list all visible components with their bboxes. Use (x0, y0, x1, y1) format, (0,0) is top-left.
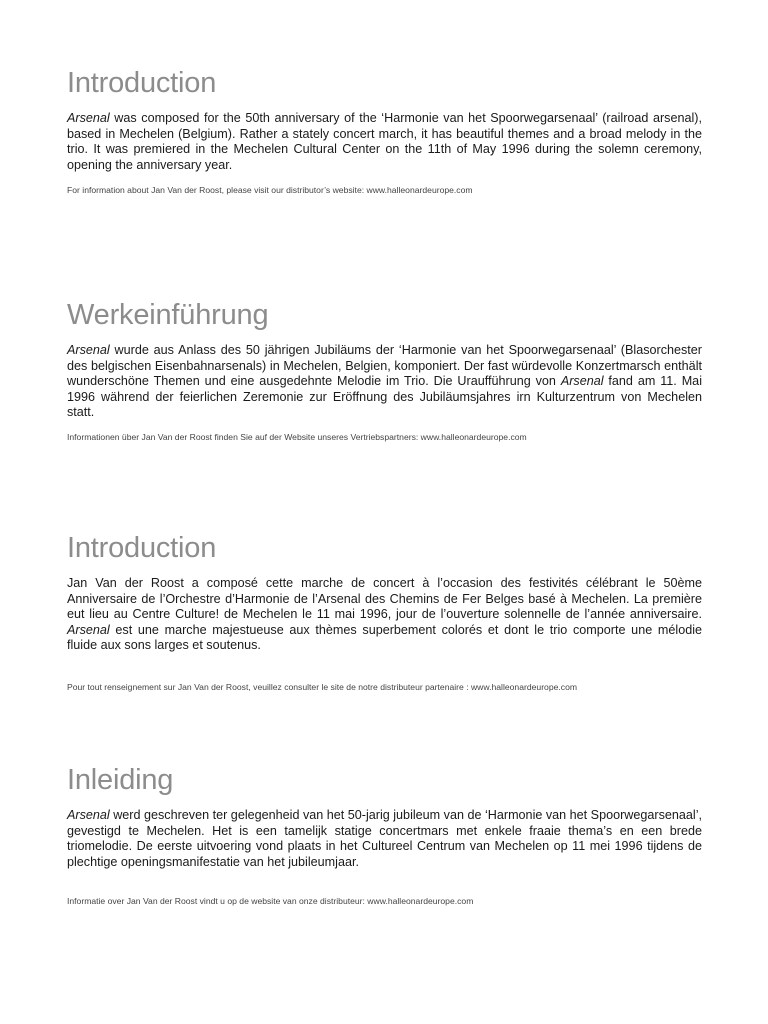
section-body (67, 343, 702, 421)
work-title: Arsenal (67, 622, 110, 637)
distributor-info: Informationen über Jan Van der Roost finden Sie auf der Website unseres Vertriebspartners: www.halleonardeurope.com (67, 432, 527, 442)
section-english (67, 67, 702, 195)
section-body (67, 808, 702, 870)
distributor-info: Informatie over Jan Van der Roost vindt u op de website van onze distributeur: www.halleonardeurope.com (67, 896, 474, 906)
distributor-info: Pour tout renseignement sur Jan Van der Roost, veuillez consulter le site de notre distributeur partenaire : www.halleonardeurope.com (67, 682, 578, 692)
section-french (67, 532, 702, 692)
section-heading: Werkeinführung (67, 299, 269, 331)
work-title: Arsenal (67, 343, 110, 357)
body-text: est une marche majestueuse aux thèmes superbement colorés et dont le trio comporte une mélodie fluide aux sons larges et soutenus. (67, 622, 702, 653)
work-title: Arsenal (67, 111, 110, 125)
section-body (67, 111, 702, 173)
work-title: Arsenal (67, 808, 110, 822)
distributor-info: For information about Jan Van der Roost, please visit our distributor’s website: www.halleonardeurope.com (67, 185, 473, 195)
body-text: werd geschreven ter gelegenheid van het 50-jarig jubileum van de ‘Harmonie van het Spoorwegarsenaal’, gevestigd te Mechelen. Het is een tamelijk statige concertmars met enkele fraaie thema’s en een brede triomelodie. De eerste uitvoering vond plaats in het Cultureel Centrum van Mechelen op 11 mei 1996 tijdens de plechtige openingsmanifestatie van het jubileumjaar. (67, 808, 702, 869)
section-heading: Introduction (67, 532, 217, 564)
section-body (67, 576, 702, 654)
body-text: Jan Van der Roost a composé cette marche de concert à l’occasion des festivités célébrant le 50ème Anniversaire de l’Orchestre d’Harmonie de l’Arsenal des Chemins de Fer Belges basé à Mechelen. La première eut lieu au Centre Culture! de Mechelen le 11 mai 1996, jour de l’ouverture solennelle de l’année anniversaire. (67, 576, 702, 622)
section-heading: Introduction (67, 67, 217, 99)
body-text: wurde aus Anlass des 50 jährigen Jubiläums der ‘Harmonie van het Spoorwegarsenaal’ (Blasorchester des belgischen Eisenbahnarsenals) in Mechelen, Belgien, komponiert. Der fast würdevolle Konzertmarsch enthält wunderschöne Themen und eine ausgedehnte Melodie im Trio. Die Uraufführung von (67, 343, 702, 389)
body-text: fand am 11. Mai 1996 während der feierlichen Zeremonie zur Eröffnung des Jubiläumsjahres irn Kulturzentrum von Mechelen statt. (67, 374, 702, 420)
section-heading: Inleiding (67, 764, 174, 796)
section-dutch (67, 764, 702, 906)
body-text: was composed for the 50th anniversary of the ‘Harmonie van het Spoorwegarsenaal’ (railroad arsenal), based in Mechelen (Belgium). Rather a stately concert march, it has beautiful themes and a broad melody in the trio. It was premiered in the Mechelen Cultural Center on the 11th of May 1996 during the solemn ceremony, opening the anniversary year. (67, 111, 702, 172)
work-title: Arsenal (560, 374, 604, 389)
section-german (67, 299, 702, 442)
